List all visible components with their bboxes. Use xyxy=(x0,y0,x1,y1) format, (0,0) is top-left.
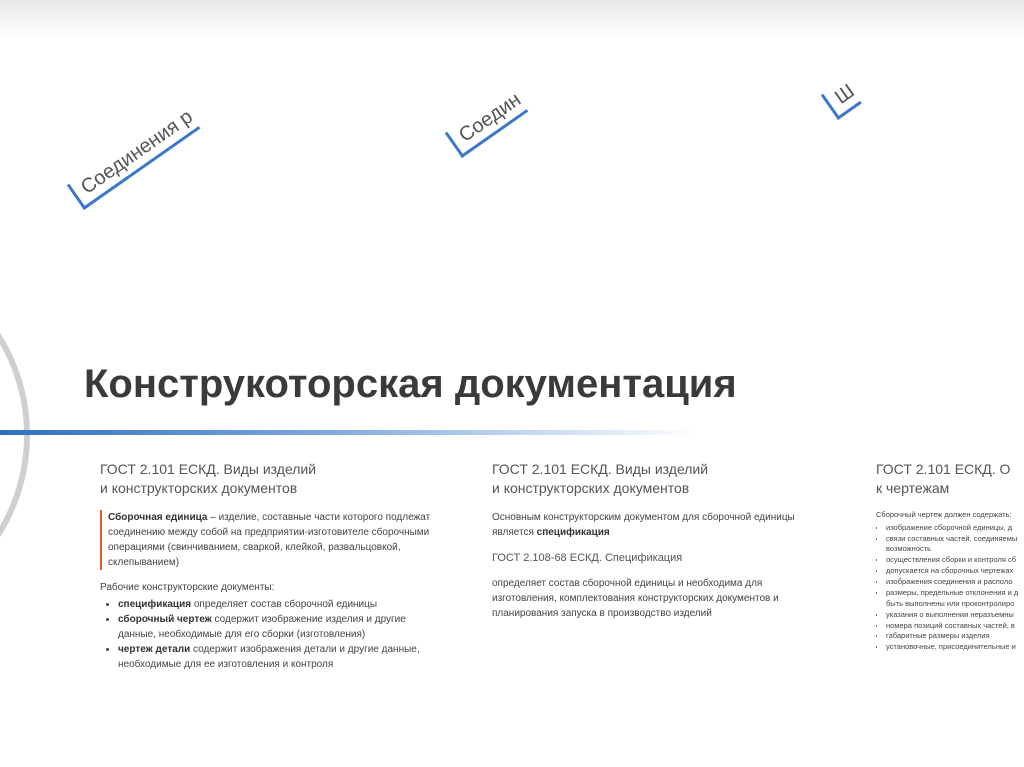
list-item: • номера позиций составных частей, в xyxy=(886,621,1024,632)
item-term: спецификация xyxy=(118,598,192,610)
item-term: сборочный чертеж xyxy=(118,613,212,625)
spec-subheading: ГОСТ 2.108-68 ЕСКД. Спецификация xyxy=(492,551,683,564)
list-item: • допускается на сборочных чертежах xyxy=(886,566,1024,577)
paragraph-term: спецификация xyxy=(536,526,610,538)
list-item: • изображения соединения и располо xyxy=(886,577,1024,588)
title-underline xyxy=(0,430,700,435)
card-title-line2: к чертежам xyxy=(876,479,950,496)
card-gost-types xyxy=(100,460,440,672)
list-item: быть выполнены или проконтролиро xyxy=(886,598,1015,608)
card-gost-drawings-clip xyxy=(876,460,1024,660)
paragraph-text: Основным конструкторским документом для сборочной единицы является xyxy=(492,511,795,538)
drawings-intro: Сборочный чертеж должен содержать: xyxy=(876,509,1012,519)
list-item: • изображение сборочной единицы, д xyxy=(886,523,1024,534)
item-text: содержит изображение изделия и другие данные, необходимые для его сборки (изготовления) xyxy=(118,613,406,640)
definition-text: – изделие, составные части которого подлежат соединению между собой на предприятии-изготовителе сборочными операциями (свинчиванием, сваркой, клейкой, развальцовкой, склепыванием) xyxy=(108,511,431,568)
list-item: • указания о выполнении неразъемны xyxy=(886,610,1024,621)
card-title-line1: ГОСТ 2.101 ЕСКД. Виды изделий xyxy=(100,461,317,477)
card-gost-drawings xyxy=(876,460,1024,653)
page-title: Конструкоторская документация xyxy=(84,362,737,406)
drawings-list xyxy=(876,523,1024,654)
thumbnail-tab-1: Соединения р xyxy=(67,104,201,210)
thumbnail-tab-2: Соедин xyxy=(445,87,529,158)
card-title-line1: ГОСТ 2.101 ЕСКД. О xyxy=(876,461,1011,477)
card-gost-spec xyxy=(492,460,822,631)
docs-list xyxy=(100,597,440,672)
card-title xyxy=(100,460,440,498)
list-item xyxy=(118,642,440,672)
main-doc-paragraph xyxy=(492,510,822,540)
card-title xyxy=(492,460,822,498)
top-shade xyxy=(0,0,1024,40)
list-item: • размеры, предельные отклонения и д xyxy=(886,588,1024,599)
item-text: определяет состав сборочной единицы xyxy=(191,598,378,610)
list-item: • осуществления сборки и контроля сб xyxy=(886,555,1024,566)
card-title-line1: ГОСТ 2.101 ЕСКД. Виды изделий xyxy=(492,461,709,477)
item-term: чертеж детали xyxy=(118,643,191,655)
list-item: возможность xyxy=(886,544,932,554)
thumbnail-tab-3: Ш xyxy=(821,79,862,120)
list-item xyxy=(118,597,440,612)
list-item: • связи составных частей, соединяемы xyxy=(886,534,1024,545)
spec-paragraph: определяет состав сборочной единицы и необходима для изготовления, комплектования конструкторских документов и планирования запуска в производство изделий xyxy=(492,578,779,620)
item-text: содержит изображения детали и другие данные, необходимые для ее изготовления и контроля xyxy=(118,643,420,670)
card-title xyxy=(876,460,1024,498)
card-title-line2: и конструкторских документов xyxy=(492,479,690,496)
docs-heading: Рабочие конструкторские документы: xyxy=(100,581,275,593)
list-item: • установочные, присоединительные и xyxy=(886,642,1024,653)
definition-paragraph xyxy=(100,510,440,570)
definition-term: Сборочная единица xyxy=(108,511,208,523)
decorative-arc xyxy=(0,250,30,620)
card-title-line2: и конструкторских документов xyxy=(100,479,298,496)
list-item: • габаритные размеры изделия xyxy=(886,631,1024,642)
list-item xyxy=(118,612,440,642)
